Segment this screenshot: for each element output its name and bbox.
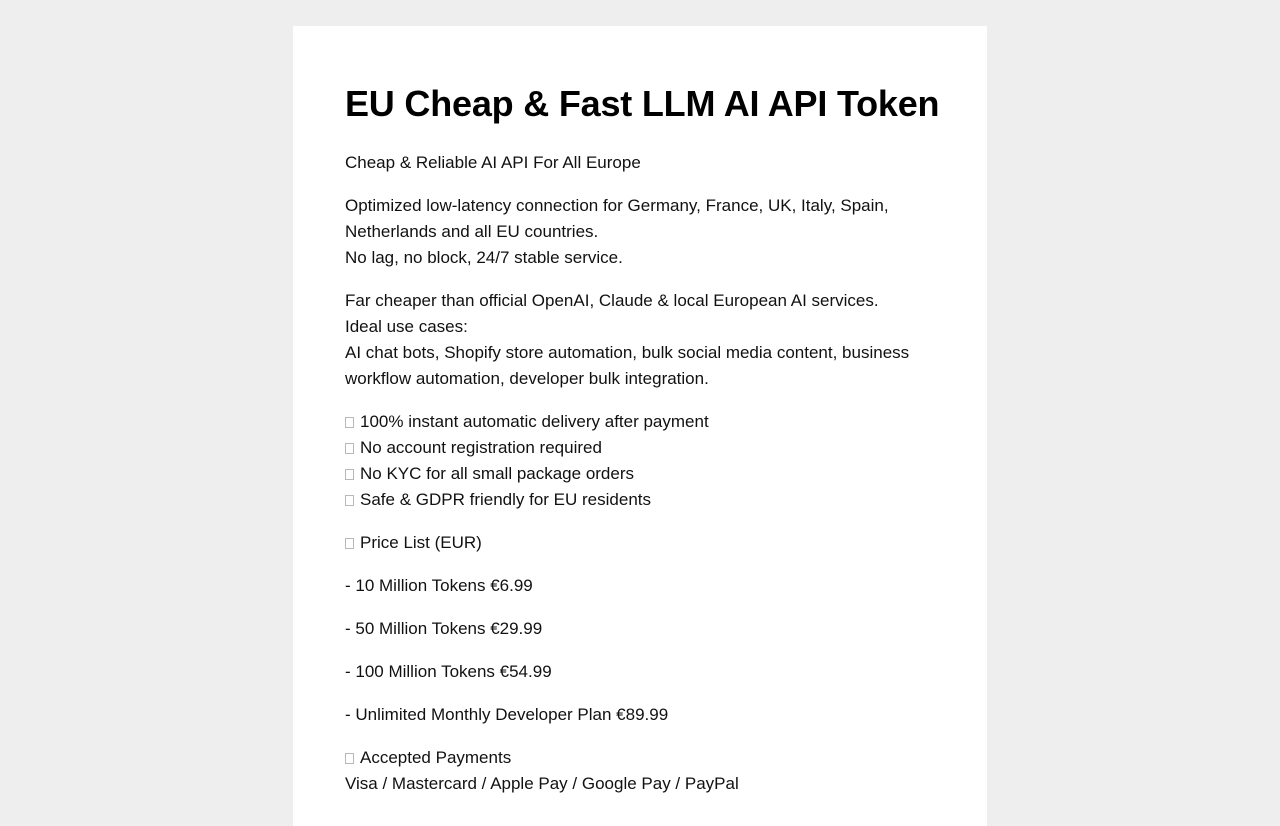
price-heading-text: Price List (EUR) [360, 533, 482, 552]
missing-glyph-icon [345, 469, 354, 480]
feature-text: 100% instant automatic delivery after payment [360, 412, 709, 431]
usecases-paragraph [345, 288, 935, 392]
payments-heading [345, 745, 935, 771]
features-list [345, 409, 935, 513]
missing-glyph-icon [345, 417, 354, 428]
missing-glyph-icon [345, 753, 354, 764]
price-item: - 50 Million Tokens €29.99 [345, 619, 543, 638]
feature-item [345, 409, 935, 435]
feature-item [345, 461, 935, 487]
missing-glyph-icon [345, 495, 354, 506]
price-item: - 100 Million Tokens €54.99 [345, 662, 552, 681]
payments-section [345, 745, 935, 797]
feature-text: No account registration required [360, 438, 602, 457]
subtitle: Cheap & Reliable AI API For All Europe [345, 153, 641, 172]
price-heading [345, 530, 935, 556]
connection-paragraph [345, 193, 935, 271]
feature-text: Safe & GDPR friendly for EU residents [360, 490, 652, 509]
page-title: EU Cheap & Fast LLM AI API Token [345, 83, 940, 124]
feature-item [345, 487, 935, 513]
feature-item [345, 435, 935, 461]
missing-glyph-icon [345, 538, 354, 549]
usecases-line: workflow automation, developer bulk integration. [345, 369, 709, 388]
connection-line: No lag, no block, 24/7 stable service. [345, 248, 623, 267]
usecases-line: Far cheaper than official OpenAI, Claude & local European AI services. [345, 291, 879, 310]
price-item: - 10 Million Tokens €6.99 [345, 576, 533, 595]
connection-line: Netherlands and all EU countries. [345, 222, 599, 241]
payments-heading-text: Accepted Payments [360, 748, 512, 767]
missing-glyph-icon [345, 443, 354, 454]
price-item: - Unlimited Monthly Developer Plan €89.99 [345, 705, 669, 724]
content-card [293, 26, 987, 826]
feature-text: No KYC for all small package orders [360, 464, 635, 483]
connection-line: Optimized low-latency connection for Germany, France, UK, Italy, Spain, [345, 196, 889, 215]
payments-list: Visa / Mastercard / Apple Pay / Google Pay / PayPal [345, 774, 739, 793]
usecases-line: Ideal use cases: [345, 317, 468, 336]
usecases-line: AI chat bots, Shopify store automation, bulk social media content, business [345, 343, 910, 362]
